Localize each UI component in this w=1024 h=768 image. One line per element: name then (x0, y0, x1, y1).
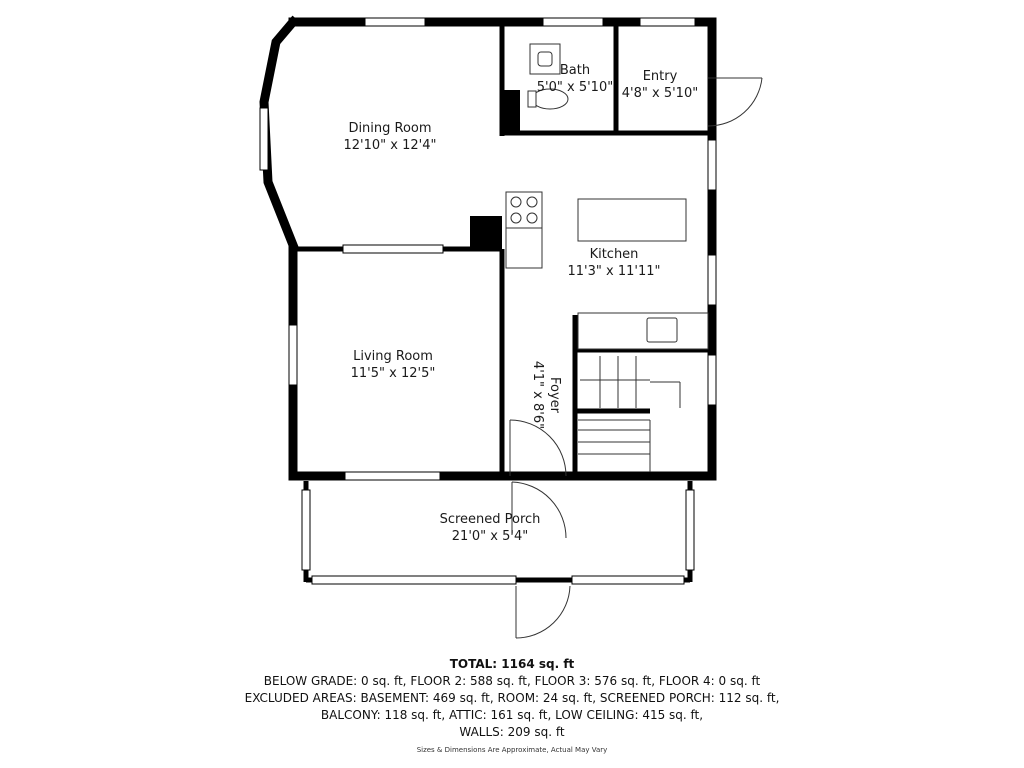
room-dims: 11'3" x 11'11" (567, 264, 661, 279)
stairs (578, 356, 680, 472)
wall-block (500, 90, 520, 134)
room-name: Screened Porch (439, 512, 541, 527)
summary-line: EXCLUDED AREAS: BASEMENT: 469 sq. ft, ROOM: 24 sq. ft, SCREENED PORCH: 112 sq. ft, (244, 691, 780, 705)
room-porch (420, 511, 560, 545)
room-dims: 11'5" x 12'5" (350, 366, 436, 381)
room-dims: 12'10" x 12'4" (343, 138, 437, 153)
total-area: TOTAL: 1164 sq. ft (449, 657, 575, 671)
disclaimer: Sizes & Dimensions Are Approximate, Actual May Vary (416, 746, 608, 754)
chimney-block (470, 216, 502, 250)
room-bath (532, 62, 618, 96)
room-dining (320, 120, 460, 154)
room-name: Foyer (547, 376, 562, 413)
room-dims: 21'0" x 5'4" (451, 529, 529, 544)
room-name: Entry (642, 69, 678, 84)
room-kitchen (554, 246, 674, 280)
summary-line: BELOW GRADE: 0 sq. ft, FLOOR 2: 588 sq. ft, FLOOR 3: 576 sq. ft, FLOOR 4: 0 sq. ft (263, 674, 761, 688)
room-name: Kitchen (589, 247, 639, 262)
porch-doors (512, 482, 570, 638)
room-dims: 4'1" x 8'6" (530, 360, 545, 430)
room-name: Dining Room (348, 121, 432, 136)
room-dims: 4'8" x 5'10" (621, 86, 699, 101)
room-foyer (529, 347, 563, 443)
room-dims: 5'0" x 5'10" (536, 80, 614, 95)
summary-line: BALCONY: 118 sq. ft, ATTIC: 161 sq. ft, LOW CEILING: 415 sq. ft, (320, 708, 704, 722)
room-entry (618, 68, 702, 102)
room-living (328, 348, 458, 382)
room-name: Living Room (353, 349, 433, 364)
room-name: Bath (559, 63, 591, 78)
summary-line: WALLS: 209 sq. ft (459, 725, 565, 739)
area-summary (0, 656, 1024, 755)
